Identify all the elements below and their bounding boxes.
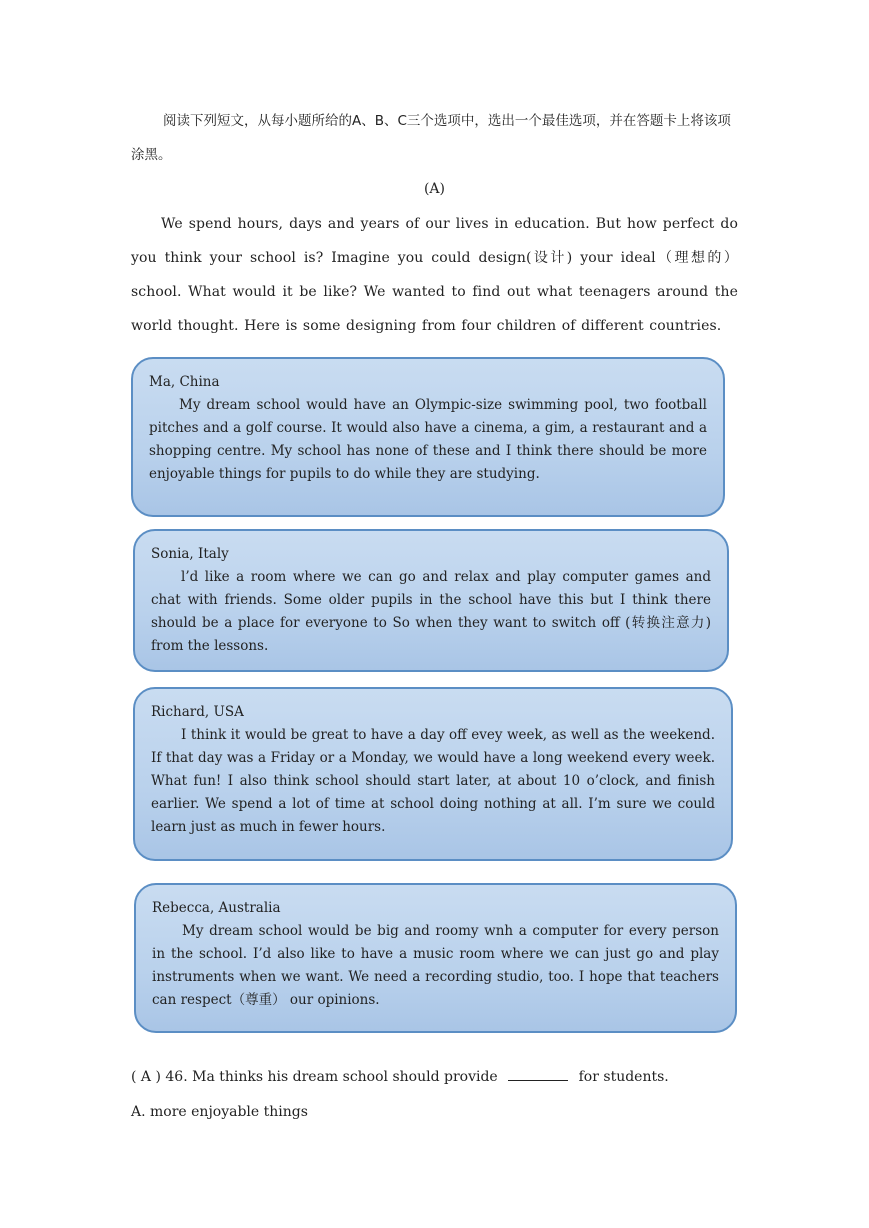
option-a: A. more enjoyable things <box>131 1104 308 1120</box>
opinion-text: l’d like a room where we can go and relax and play computer games and chat with friends. Some older pupils in the school have this but I think there should be a place for everyone to So when they want to switch off (转换注意力) from the lessons. <box>151 569 711 654</box>
answer-blank <box>508 1066 568 1081</box>
section-label: (A) <box>423 181 446 197</box>
intro-paragraph: We spend hours, days and years of our lives in education. But how perfect do you think your school is? Imagine you could design(设计) your ideal（理想的）school. What would it be like? We wanted to find out what teenagers around the world thought. Here is some designing from four children of different countries. <box>131 216 738 334</box>
question-number: 46. <box>165 1069 188 1085</box>
opinion-box-rebecca <box>134 883 737 1033</box>
opinion-box-sonia <box>133 529 729 672</box>
opinion-author: Rebecca, Australia <box>152 900 281 916</box>
instruction-text: 阅读下列短文，从每小题所给的A、B、C三个选项中，选出一个最佳选项，并在答题卡上将该项涂黑。 <box>131 113 731 163</box>
question-text: Ma thinks his dream school should provide <box>192 1069 498 1085</box>
opinion-text: I think it would be great to have a day off evey week, as well as the weekend. If that day was a Friday or a Monday, we would have a long weekend every week. What fun! I also think school should start later, at about 10 o’clock, and finish earlier. We spend a lot of time at school doing nothing at all. I’m sure we could learn just as much in fewer hours. <box>151 727 715 835</box>
opinion-author: Ma, China <box>149 374 220 390</box>
opinion-author: Sonia, Italy <box>151 546 229 562</box>
answer-bracket: ( A ) <box>131 1069 161 1085</box>
opinion-text: My dream school would be big and roomy wnh a computer for every person in the school. I’d also like to have a music room where we can just go and play instruments when we want. We need a recording studio, too. I hope that teachers can respect（尊重） our opinions. <box>152 923 719 1008</box>
opinion-author: Richard, USA <box>151 704 244 720</box>
opinion-box-ma <box>131 357 725 517</box>
question-text-end: for students. <box>578 1069 669 1085</box>
opinion-text: My dream school would have an Olympic-size swimming pool, two football pitches and a golf course. It would also have a cinema, a gim, a restaurant and a shopping centre. My school has none of these and I think there should be more enjoyable things for pupils to do while they are studying. <box>149 397 707 482</box>
question-46 <box>131 1064 669 1090</box>
opinion-box-richard <box>133 687 733 861</box>
